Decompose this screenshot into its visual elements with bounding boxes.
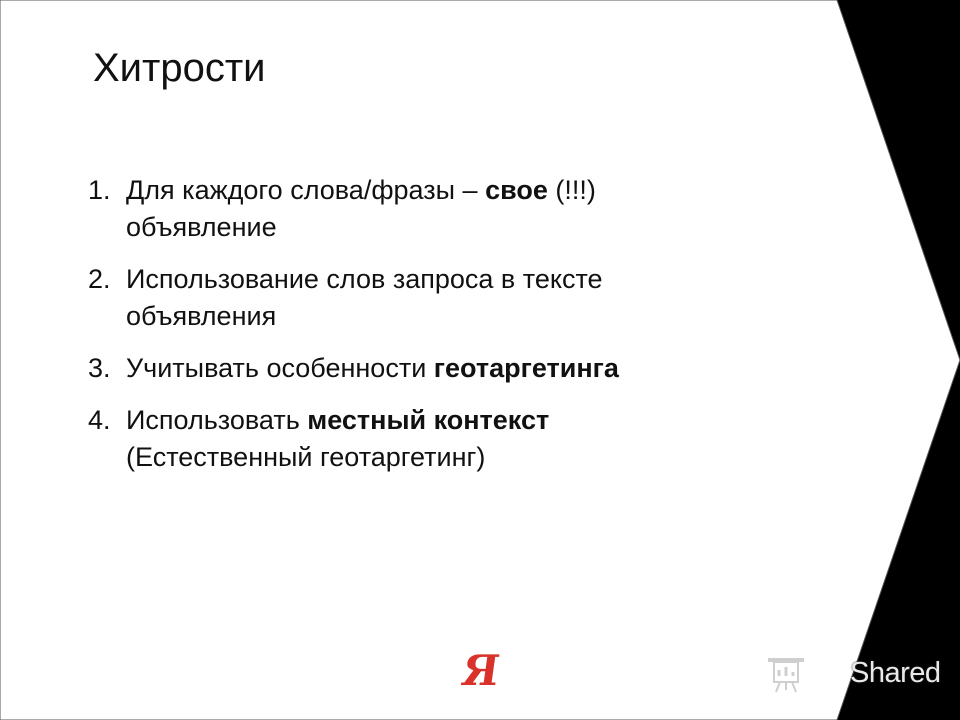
item-number: 4. — [88, 405, 111, 435]
item-text: Учитывать особенности — [126, 353, 434, 383]
watermark-label: Shared — [850, 657, 941, 689]
list-item — [88, 350, 768, 387]
item-text: объявление — [126, 212, 277, 242]
item-text: (Естественный геотаргетинг) — [126, 442, 486, 472]
list-item — [88, 172, 768, 246]
tips-list — [88, 172, 768, 491]
list-item — [88, 261, 768, 335]
item-number: 1. — [88, 175, 111, 205]
item-number: 2. — [88, 264, 111, 294]
list-item — [88, 402, 768, 476]
item-bold-text: местный контекст — [307, 405, 550, 435]
item-number: 3. — [88, 353, 111, 383]
presentation-board-icon — [768, 656, 844, 696]
yandex-logo: Я — [458, 646, 503, 695]
slide-title: Хитрости — [93, 46, 266, 90]
item-text: Использовать — [126, 405, 308, 435]
item-bold-text: геотаргетинга — [433, 353, 619, 383]
item-text: Для каждого слова/фразы – — [126, 175, 486, 205]
item-bold-text: свое — [485, 175, 548, 205]
item-text: объявления — [126, 301, 277, 331]
watermark — [768, 654, 948, 698]
item-text: (!!!) — [547, 175, 596, 205]
item-text: Использование слов запроса в тексте — [126, 264, 603, 294]
